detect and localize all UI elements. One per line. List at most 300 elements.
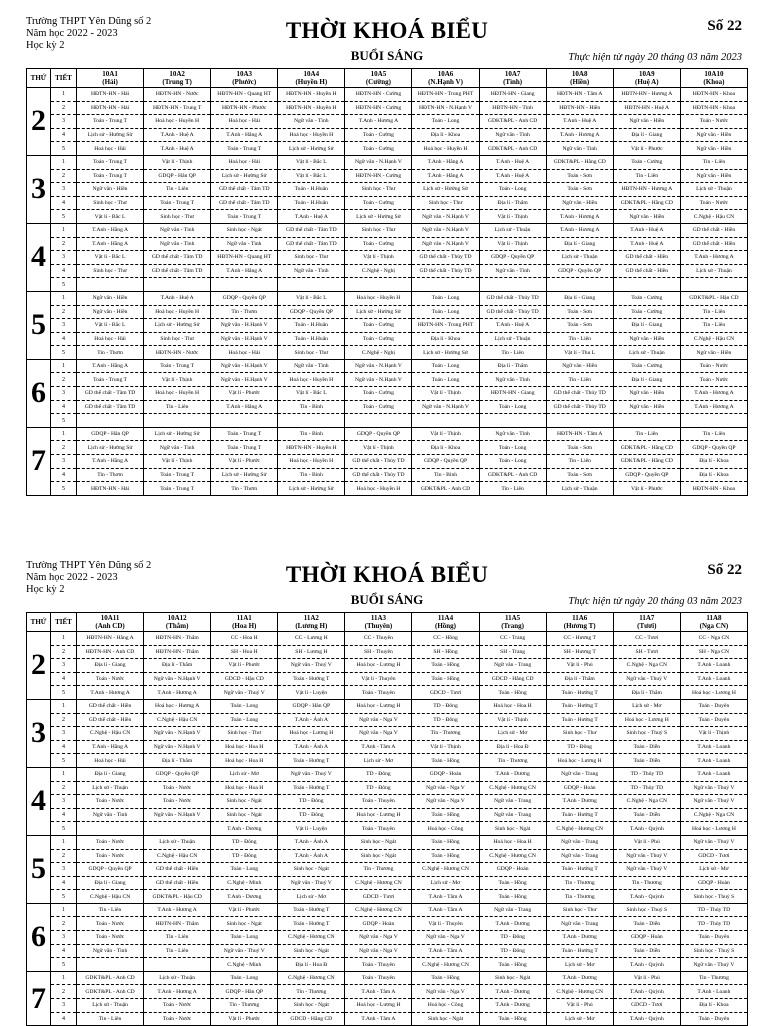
period-cell: 3 <box>51 387 77 401</box>
lesson-cell: T.Anh - Tâm A <box>412 903 479 917</box>
lesson-cell: Địa lí - Hoa Đ <box>278 958 345 972</box>
lesson-cell: T.Anh - Loanh <box>680 672 747 686</box>
lesson-cell: T.Anh - Hằng A <box>412 169 479 183</box>
lesson-cell: SH - Lương H <box>278 645 345 659</box>
day-cell: 5 <box>27 835 51 903</box>
lesson-cell: Địa lí - Khoa <box>680 468 747 482</box>
lesson-cell: TD - Đông <box>211 835 278 849</box>
header-row <box>27 613 748 632</box>
lesson-cell: CC - Hoa H <box>211 632 278 646</box>
table-row <box>27 305 748 319</box>
lesson-cell: HĐTN-HN - Hương A <box>613 88 680 102</box>
lesson-cell: Vật lí - Thịnh <box>680 727 747 741</box>
table-row <box>27 849 748 863</box>
lesson-cell: Hoá học - Hoa H <box>211 754 278 768</box>
lesson-cell: Toán - Diễn <box>613 944 680 958</box>
period-cell: 3 <box>51 251 77 265</box>
lesson-cell: T.Anh - Hương A <box>144 903 211 917</box>
lesson-cell: T.Anh - Huệ A <box>144 128 211 142</box>
lesson-cell: T.Anh - Huệ A <box>613 237 680 251</box>
lesson-cell: Ngữ văn - Hiền <box>680 128 747 142</box>
class-name: 11A4 <box>437 614 454 622</box>
lesson-cell: Toán - Sơn <box>546 305 613 319</box>
lesson-cell: Tin - Thương <box>680 971 747 985</box>
class-name: 10A2 <box>169 70 185 78</box>
sheet-header <box>26 560 748 612</box>
lesson-cell: Toán - Nước <box>77 795 144 809</box>
lesson-cell: Toán - Hồng <box>479 1012 546 1026</box>
lesson-cell <box>278 278 345 292</box>
lesson-cell: GD thể chất - Hiền <box>680 223 747 237</box>
column-header-class <box>211 69 278 88</box>
lesson-cell: Ngữ văn - Thuý V <box>278 659 345 673</box>
lesson-cell: Toán - Trung T <box>211 427 278 441</box>
lesson-cell: T.Anh - Huệ A <box>546 115 613 129</box>
lesson-cell: Toán - Hướng T <box>278 754 345 768</box>
period-cell: 1 <box>51 632 77 646</box>
period-cell: 1 <box>51 223 77 237</box>
lesson-cell: C.Nghệ - Hương CN <box>278 931 345 945</box>
lesson-cell: C.Nghệ - Nga CN <box>680 808 747 822</box>
lesson-cell: T.Anh - Loanh <box>680 985 747 999</box>
lesson-cell: Lịch sử - Thuận <box>613 346 680 360</box>
lesson-cell: Ngữ văn - Trang <box>479 808 546 822</box>
lesson-cell: Vật lí - Phú <box>613 835 680 849</box>
lesson-cell: Ngữ văn - Nga V <box>412 795 479 809</box>
period-cell: 2 <box>51 849 77 863</box>
lesson-cell: HĐTN-HN - Quang HT <box>211 251 278 265</box>
lesson-cell: Toán - Cường <box>345 400 412 414</box>
class-name: 11A8 <box>706 614 722 622</box>
lesson-cell: Ngữ văn - Hiền <box>613 332 680 346</box>
lesson-cell: Hoá học - Lương H <box>680 686 747 700</box>
lesson-cell: Ngữ văn - Hiền <box>680 142 747 156</box>
lesson-cell: Lịch sử - Thuận <box>144 971 211 985</box>
lesson-cell: T.Anh - Ánh A <box>278 740 345 754</box>
lesson-cell: Ngữ văn - Tình <box>144 223 211 237</box>
lesson-cell: Ngữ văn - Trang <box>546 849 613 863</box>
lesson-cell: Hoá học - Lương H <box>680 822 747 836</box>
lesson-cell: Sinh học - Ngát <box>211 808 278 822</box>
class-teacher: (Hải) <box>102 78 118 86</box>
lesson-cell: Sinh học - Thuý S <box>613 727 680 741</box>
period-cell: 1 <box>51 903 77 917</box>
lesson-cell: T.Anh - Hương A <box>546 223 613 237</box>
lesson-cell: Tin - Liên <box>546 373 613 387</box>
lesson-cell: C.Nghệ - Hậu CN <box>77 890 144 904</box>
class-teacher: (Lương H) <box>295 622 328 630</box>
table-row <box>27 659 748 673</box>
table-row <box>27 414 748 428</box>
lesson-cell: Tin - Thương <box>211 999 278 1013</box>
lesson-cell: Toán - Nước <box>680 196 747 210</box>
table-row <box>27 890 748 904</box>
lesson-cell: GDQP - Quyền QP <box>77 863 144 877</box>
lesson-cell: Sinh học - Thuý S <box>613 903 680 917</box>
lesson-cell: GD thể chất - Thủy TD <box>479 305 546 319</box>
lesson-cell: Toán - Nước <box>77 849 144 863</box>
lesson-cell: T.Anh - Dương <box>211 890 278 904</box>
lesson-cell: T.Anh - Tâm A <box>345 985 412 999</box>
lesson-cell: Ngữ văn - H.Hạnh V <box>211 359 278 373</box>
lesson-cell: Sinh học - Ngát <box>211 223 278 237</box>
lesson-cell: Hoá học - Huyền H <box>412 142 479 156</box>
table-row <box>27 699 748 713</box>
lesson-cell: Tin - Liên <box>144 400 211 414</box>
lesson-cell: HĐTN-HN - Hương A <box>613 183 680 197</box>
lesson-cell: Ngữ văn - Thuý V <box>613 863 680 877</box>
lesson-cell: GD thể chất - Hiền <box>144 876 211 890</box>
table-row <box>27 387 748 401</box>
lesson-cell: GD thể chất - Hiền <box>77 713 144 727</box>
lesson-cell: SH - Tươi <box>613 645 680 659</box>
lesson-cell: Lịch sử - Mơ <box>680 863 747 877</box>
lesson-cell <box>144 414 211 428</box>
lesson-cell: GDQP - Quyền QP <box>613 468 680 482</box>
lesson-cell: GDQP - Quyền QP <box>278 305 345 319</box>
lesson-cell: Lịch sử - Hường Sử <box>412 346 479 360</box>
lesson-cell: Sinh học - Ngát <box>412 1012 479 1026</box>
lesson-cell: SH - Hồng <box>412 645 479 659</box>
lesson-cell: GD thể chất - Thủy TD <box>479 291 546 305</box>
lesson-cell: HĐTN-HN - Anh CD <box>77 645 144 659</box>
lesson-cell: GD thể chất - Thủy TD <box>345 455 412 469</box>
table-row <box>27 346 748 360</box>
lesson-cell: GDQP - Hoàn <box>546 781 613 795</box>
lesson-cell: Toán - H.Huân <box>278 183 345 197</box>
column-header-class <box>546 613 613 632</box>
lesson-cell: Ngữ văn - Trang <box>479 795 546 809</box>
day-cell: 4 <box>27 767 51 835</box>
lesson-cell: Toán - Sơn <box>546 169 613 183</box>
column-header-class <box>144 613 211 632</box>
lesson-cell: Ngữ văn - N.Hạnh V <box>144 672 211 686</box>
class-name: 10A3 <box>236 70 253 78</box>
lesson-cell: Vật lí - Phước <box>211 455 278 469</box>
lesson-cell: Vật lí - Thuyên <box>345 672 412 686</box>
class-teacher: (Nga CN) <box>699 622 729 630</box>
lesson-cell: HĐTN-HN - Hải <box>77 101 144 115</box>
day-cell: 6 <box>27 359 51 427</box>
lesson-cell: Địa lí - Giang <box>77 659 144 673</box>
lesson-cell <box>278 414 345 428</box>
lesson-cell: Ngữ văn - Thuý V <box>613 849 680 863</box>
lesson-cell: Sinh học - Ngát <box>278 999 345 1013</box>
lesson-cell: GDQP - Hoàn <box>345 917 412 931</box>
table-row <box>27 251 748 265</box>
lesson-cell: Lịch sử - Hường Sử <box>211 169 278 183</box>
lesson-cell: GDQP - Hân QP <box>211 985 278 999</box>
table-row <box>27 373 748 387</box>
lesson-cell: Lịch sử - Thuận <box>680 183 747 197</box>
lesson-cell: C.Nghệ - Hương CN <box>479 849 546 863</box>
column-header-class <box>278 613 345 632</box>
lesson-cell: Ngữ văn - Nga V <box>345 727 412 741</box>
lesson-cell: Toán - Hướng T <box>546 699 613 713</box>
lesson-cell: Ngữ văn - Nga V <box>345 944 412 958</box>
lesson-cell: Ngữ văn - Tình <box>278 359 345 373</box>
lesson-cell: Tin - Liên <box>546 455 613 469</box>
lesson-cell: Sinh học - Ngát <box>211 917 278 931</box>
lesson-cell: Tin - Thương <box>613 876 680 890</box>
period-cell: 1 <box>51 427 77 441</box>
lesson-cell: Ngữ văn - H.Hạnh V <box>211 373 278 387</box>
document-number: Số 22 <box>707 562 742 578</box>
lesson-cell: Sinh học - Ngát <box>345 835 412 849</box>
lesson-cell: Vật lí - Thịnh <box>144 455 211 469</box>
lesson-cell <box>412 414 479 428</box>
lesson-cell: HĐTN-HN - Hiền <box>546 101 613 115</box>
lesson-cell: Tin - Bình <box>278 400 345 414</box>
table-row <box>27 686 748 700</box>
lesson-cell: Toán - Sơn <box>546 183 613 197</box>
lesson-cell: HĐTN-HN - Huyền H <box>278 101 345 115</box>
lesson-cell: Toán - Cường <box>345 332 412 346</box>
lesson-cell: HĐTN-HN - Cường <box>345 101 412 115</box>
lesson-cell: Toán - Nước <box>144 795 211 809</box>
lesson-cell: C.Nghệ - Nghị <box>345 264 412 278</box>
lesson-cell: Toán - H.Huân <box>278 332 345 346</box>
class-name: 11A6 <box>572 614 588 622</box>
lesson-cell <box>77 278 144 292</box>
lesson-cell: GD thể chất - Tâm TD <box>144 251 211 265</box>
lesson-cell: Địa lí - Giang <box>77 876 144 890</box>
page-title: THỜI KHOÁ BIỂU <box>285 562 489 587</box>
lesson-cell: Ngữ văn - N.Hạnh V <box>345 373 412 387</box>
lesson-cell: Ngữ văn - Nga V <box>412 931 479 945</box>
lesson-cell: T.Anh - Loanh <box>680 754 747 768</box>
lesson-cell: GD thể chất - Hiền <box>680 237 747 251</box>
period-cell: 4 <box>51 332 77 346</box>
lesson-cell: GD thể chất - Tâm TD <box>211 183 278 197</box>
lesson-cell: Toán - Duyên <box>680 699 747 713</box>
class-teacher: (Tình) <box>503 78 523 86</box>
lesson-cell: Tin - Liên <box>613 427 680 441</box>
day-cell: 5 <box>27 291 51 359</box>
lesson-cell: Toán - Long <box>412 373 479 387</box>
lesson-cell: HĐTN-HN - Phước <box>211 101 278 115</box>
lesson-cell: Toán - Cường <box>345 196 412 210</box>
day-cell: 2 <box>27 88 51 156</box>
lesson-cell: Ngữ văn - N.Hạnh V <box>144 727 211 741</box>
lesson-cell: Hoá học - Hải <box>211 346 278 360</box>
class-teacher: (Huệ A) <box>635 78 659 86</box>
lesson-cell: Toán - Long <box>412 291 479 305</box>
lesson-cell <box>345 414 412 428</box>
lesson-cell: Vật lí - Luyện <box>278 686 345 700</box>
lesson-cell: C.Nghệ - Hậu CN <box>144 849 211 863</box>
column-header-day: THỨ <box>27 69 51 88</box>
lesson-cell: GDKT&PL - Anh CD <box>479 142 546 156</box>
lesson-cell: Địa lí - Giang <box>613 128 680 142</box>
lesson-cell: CC - Thuyên <box>345 632 412 646</box>
lesson-cell: Ngữ văn - Hiền <box>680 346 747 360</box>
lesson-cell: Toán - Diễn <box>613 917 680 931</box>
class-teacher: (Hoa H) <box>232 622 257 630</box>
lesson-cell: Toán - Cường <box>345 128 412 142</box>
lesson-cell: GDKT&PL - Anh CD <box>479 115 546 129</box>
lesson-cell: T.Anh - Tâm A <box>345 1012 412 1026</box>
period-cell: 3 <box>51 931 77 945</box>
table-row <box>27 917 748 931</box>
lesson-cell: CC - Tươi <box>613 632 680 646</box>
lesson-cell: HĐTN-HN - Khoa <box>680 88 747 102</box>
school-year: Năm học 2022 - 2023 <box>26 28 118 39</box>
lesson-cell: T.Anh - Hằng A <box>211 264 278 278</box>
lesson-cell: Hoá học - Công <box>412 999 479 1013</box>
lesson-cell: GDKT&PL - Anh CD <box>412 482 479 496</box>
lesson-cell: T.Anh - Hằng A <box>77 237 144 251</box>
lesson-cell: T.Anh - Dương <box>546 795 613 809</box>
class-teacher: (Trung T) <box>162 78 192 86</box>
timetable <box>26 612 748 1026</box>
table-row <box>27 264 748 278</box>
lesson-cell: Tin - Liên <box>680 305 747 319</box>
lesson-cell: Ngữ văn - H.Hạnh V <box>211 319 278 333</box>
lesson-cell: Tin - Thương <box>479 754 546 768</box>
session-subtitle: BUỔI SÁNG <box>350 48 424 63</box>
lesson-cell: GD thể chất - Tâm TD <box>77 400 144 414</box>
lesson-cell: Toán - Thuyên <box>345 958 412 972</box>
lesson-cell: Toán - Trung T <box>77 155 144 169</box>
lesson-cell: Hoá học - Lương H <box>278 727 345 741</box>
period-cell: 5 <box>51 958 77 972</box>
period-cell: 1 <box>51 88 77 102</box>
period-cell: 2 <box>51 713 77 727</box>
day-cell: 3 <box>27 155 51 223</box>
lesson-cell: Ngữ văn - Trang <box>546 835 613 849</box>
lesson-cell <box>211 414 278 428</box>
lesson-cell: T.Anh - Dương <box>479 917 546 931</box>
lesson-cell: T.Anh - Dương <box>479 999 546 1013</box>
lesson-cell: TD - Thủy TD <box>613 767 680 781</box>
lesson-cell: Sinh học - Thư <box>211 727 278 741</box>
lesson-cell: GD thể chất - Hiền <box>144 863 211 877</box>
period-cell: 5 <box>51 142 77 156</box>
lesson-cell: C.Nghệ - Hậu CN <box>144 713 211 727</box>
lesson-cell: Sinh học - Thư <box>546 727 613 741</box>
lesson-cell: Sinh học - Thư <box>345 223 412 237</box>
table-row <box>27 835 748 849</box>
lesson-cell: Sinh học - Thư <box>278 251 345 265</box>
lesson-cell: T.Anh - Loanh <box>680 767 747 781</box>
lesson-cell: C.Nghệ - Hương CN <box>546 985 613 999</box>
class-teacher: (Hương T) <box>563 622 596 630</box>
lesson-cell: Hoá học - Hoa H <box>211 740 278 754</box>
class-name: 10A10 <box>704 70 724 78</box>
lesson-cell: GDCD - Hằng CD <box>479 672 546 686</box>
lesson-cell: C.Nghệ - Minh <box>211 876 278 890</box>
lesson-cell: Vật lí - Phú <box>546 659 613 673</box>
lesson-cell: GDKT&PL - Anh CD <box>479 468 546 482</box>
lesson-cell: C.Nghệ - Hương CN <box>345 903 412 917</box>
lesson-cell: Toán - Hồng <box>479 876 546 890</box>
period-cell: 2 <box>51 781 77 795</box>
lesson-cell: Ngữ văn - Thuý V <box>278 876 345 890</box>
class-name: 10A7 <box>504 70 521 78</box>
lesson-cell: GD thể chất - Thủy TD <box>412 264 479 278</box>
lesson-cell: Tin - Thương <box>278 985 345 999</box>
school-name: Trường THPT Yên Dũng số 2 <box>26 560 152 571</box>
lesson-cell: Vật lí - Thịnh <box>345 441 412 455</box>
sheet-header <box>26 16 748 68</box>
lesson-cell: C.Nghệ - Hậu CN <box>77 727 144 741</box>
lesson-cell: Địa lí - Thắm <box>613 686 680 700</box>
lesson-cell: Ngữ văn - Tình <box>77 944 144 958</box>
lesson-cell: T.Anh - Quỳnh <box>613 890 680 904</box>
lesson-cell: Toán - Trung T <box>211 210 278 224</box>
column-header-class <box>479 613 546 632</box>
lesson-cell: Ngữ văn - Trang <box>479 659 546 673</box>
lesson-cell: HĐTN-HN - Trung PHT <box>412 88 479 102</box>
document-number: Số 22 <box>707 18 742 34</box>
lesson-cell: GDKT&PL - Hậu CD <box>144 890 211 904</box>
lesson-cell: Tin - Liên <box>546 332 613 346</box>
class-teacher: (Thắm) <box>165 622 189 630</box>
lesson-cell: T.Anh - Loanh <box>680 740 747 754</box>
lesson-cell: Toán - Hướng T <box>278 903 345 917</box>
lesson-cell: Ngữ văn - Nga V <box>345 713 412 727</box>
lesson-cell: Ngữ văn - Hiền <box>546 196 613 210</box>
period-cell: 4 <box>51 944 77 958</box>
period-cell: 3 <box>51 727 77 741</box>
class-name: 11A3 <box>370 614 386 622</box>
table-row <box>27 876 748 890</box>
lesson-cell: Tin - Liên <box>680 427 747 441</box>
lesson-cell: Vật lí - Phú <box>546 999 613 1013</box>
lesson-cell: Toán - Hướng T <box>546 808 613 822</box>
lesson-cell: Tin - Thương <box>345 863 412 877</box>
lesson-cell: CC - Hương T <box>546 632 613 646</box>
lesson-cell: T.Anh - Ánh A <box>278 713 345 727</box>
lesson-cell: GD thể chất - Tâm TD <box>77 387 144 401</box>
lesson-cell: GD thể chất - Tâm TD <box>211 196 278 210</box>
lesson-cell: Toán - Trung T <box>211 142 278 156</box>
lesson-cell: Địa lí - Giang <box>613 319 680 333</box>
table-row <box>27 808 748 822</box>
lesson-cell: Địa lí - Thắm <box>144 754 211 768</box>
lesson-cell: TD - Đông <box>345 781 412 795</box>
period-cell: 1 <box>51 699 77 713</box>
lesson-cell: Lịch sử - Thuận <box>479 223 546 237</box>
lesson-cell: TD - Đông <box>479 944 546 958</box>
table-row <box>27 359 748 373</box>
session-subtitle: BUỔI SÁNG <box>350 592 424 607</box>
lesson-cell: Sinh học - Ngát <box>479 822 546 836</box>
lesson-cell: GDQP - Quyền QP <box>345 427 412 441</box>
lesson-cell: GD thể chất - Thủy TD <box>412 251 479 265</box>
school-name: Trường THPT Yên Dũng số 2 <box>26 16 152 27</box>
table-row <box>27 427 748 441</box>
lesson-cell: T.Anh - Hằng A <box>211 128 278 142</box>
lesson-cell: Toán - Long <box>211 971 278 985</box>
lesson-cell <box>613 278 680 292</box>
lesson-cell <box>680 414 747 428</box>
lesson-cell: Toán - Nước <box>144 781 211 795</box>
lesson-cell: Lịch sử - Thuận <box>144 835 211 849</box>
lesson-cell: Ngữ văn - Thuý V <box>680 958 747 972</box>
lesson-cell: GDQP - Hoàn <box>412 767 479 781</box>
lesson-cell: T.Anh - Dương <box>479 767 546 781</box>
lesson-cell: TD - Đông <box>412 713 479 727</box>
table-row <box>27 985 748 999</box>
lesson-cell: Toán - Hồng <box>412 849 479 863</box>
lesson-cell: GDQP - Quyền QP <box>479 251 546 265</box>
lesson-cell: TD - Đông <box>278 795 345 809</box>
lesson-cell: T.Anh - Hương A <box>77 686 144 700</box>
lesson-cell: Ngữ văn - Trang <box>479 903 546 917</box>
table-row <box>27 645 748 659</box>
